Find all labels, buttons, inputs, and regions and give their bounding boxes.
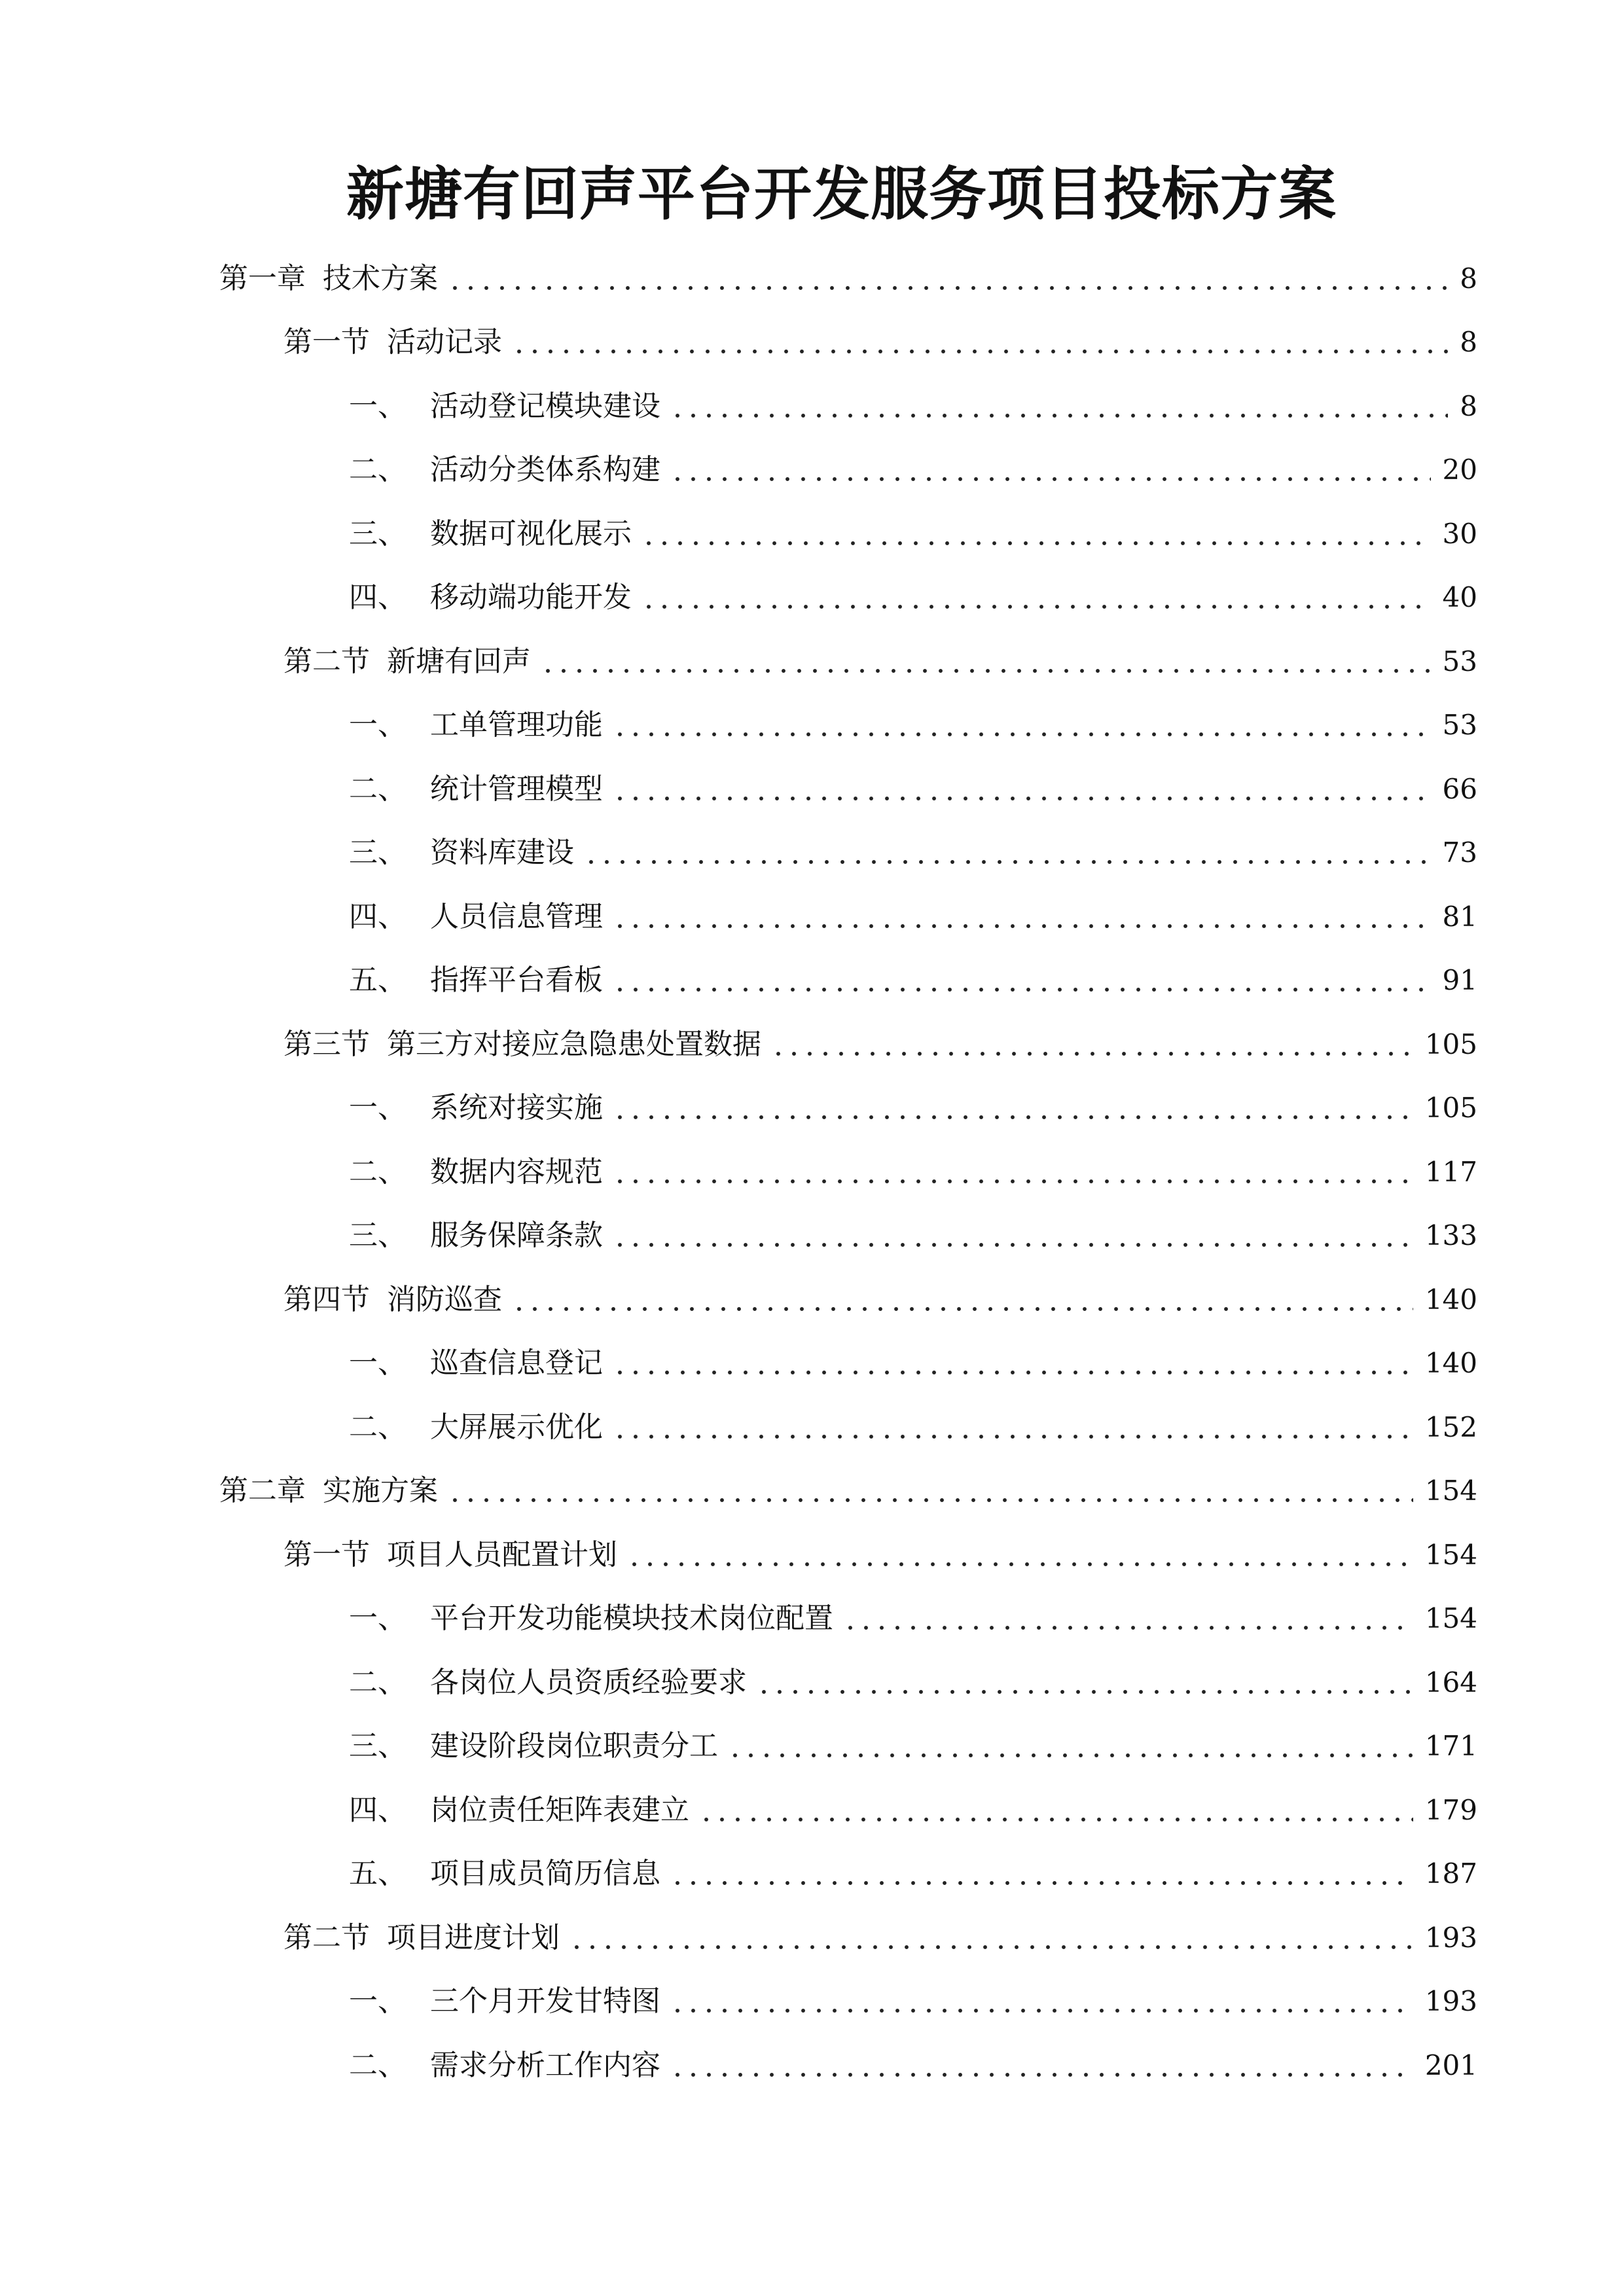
toc-page: 140 <box>1424 1347 1477 1379</box>
toc-title: 技术方案 <box>323 262 438 295</box>
toc-number: 二、 <box>349 453 406 486</box>
toc-entry[interactable] <box>349 380 1477 433</box>
toc-page: 53 <box>1442 645 1477 677</box>
toc-number: 第一章 <box>219 262 306 295</box>
toc-leader <box>842 1592 1413 1645</box>
toc-number: 一、 <box>349 1984 406 2018</box>
toc-page: 30 <box>1442 518 1477 550</box>
toc-leader <box>641 571 1431 624</box>
toc-number: 第四节 <box>283 1283 370 1316</box>
toc-number: 三、 <box>349 1219 406 1252</box>
toc-entry[interactable] <box>219 253 1477 305</box>
toc-page: 73 <box>1442 836 1477 869</box>
toc-entry[interactable] <box>349 699 1477 751</box>
toc-number: 三、 <box>349 517 406 550</box>
toc-entry[interactable] <box>349 1337 1477 1390</box>
toc-number: 第三节 <box>283 1028 370 1061</box>
toc-leader <box>612 763 1431 816</box>
toc-number: 二、 <box>349 1666 406 1699</box>
toc-leader <box>770 1018 1413 1071</box>
toc-leader <box>612 891 1431 943</box>
toc-entry[interactable] <box>349 1146 1477 1198</box>
toc-title: 项目成员简历信息 <box>430 1857 660 1890</box>
toc-number: 五、 <box>349 963 406 997</box>
toc-page: 8 <box>1460 326 1477 358</box>
toc-entry[interactable] <box>283 1912 1477 1964</box>
toc-title: 移动端功能开发 <box>430 581 632 614</box>
toc-number: 二、 <box>349 2049 406 2082</box>
toc-page: 8 <box>1460 390 1477 422</box>
toc-number: 三、 <box>349 836 406 869</box>
toc-entry[interactable] <box>283 316 1477 368</box>
toc-entry[interactable] <box>349 1975 1477 2028</box>
toc-title: 各岗位人员资质经验要求 <box>430 1666 747 1699</box>
toc-number: 四、 <box>349 581 406 614</box>
toc-number: 二、 <box>349 1410 406 1444</box>
toc-leader <box>447 1465 1413 1517</box>
document-title: 新塘有回声平台开发服务项目投标方案 <box>346 160 1337 228</box>
toc-page: 140 <box>1424 1283 1477 1316</box>
toc-title: 工单管理功能 <box>430 708 603 742</box>
toc-title: 项目人员配置计划 <box>387 1538 617 1571</box>
toc-title: 巡查信息登记 <box>430 1346 603 1380</box>
toc-number: 五、 <box>349 1857 406 1890</box>
toc-title: 资料库建设 <box>430 836 574 869</box>
toc-entry[interactable] <box>349 2039 1477 2092</box>
toc-title: 需求分析工作内容 <box>430 2049 660 2082</box>
toc-entry[interactable] <box>283 636 1477 688</box>
toc-page: 133 <box>1424 1219 1477 1251</box>
toc-leader <box>569 1912 1413 1964</box>
toc-number: 第二章 <box>219 1474 306 1507</box>
toc-title: 服务保障条款 <box>430 1219 603 1252</box>
toc-page: 66 <box>1442 773 1477 805</box>
toc-entry[interactable] <box>349 444 1477 496</box>
toc-title: 数据内容规范 <box>430 1155 603 1189</box>
toc-page: 154 <box>1424 1475 1477 1507</box>
toc-entry[interactable] <box>349 508 1477 560</box>
toc-leader <box>670 380 1448 433</box>
toc-page: 193 <box>1424 1985 1477 2017</box>
toc-title: 三个月开发甘特图 <box>430 1984 660 2018</box>
toc-page: 81 <box>1442 901 1477 933</box>
toc-entry[interactable] <box>349 571 1477 624</box>
toc-page: 154 <box>1424 1602 1477 1634</box>
toc-leader <box>511 316 1448 368</box>
toc-number: 第一节 <box>283 1538 370 1571</box>
toc-page: 8 <box>1460 262 1477 295</box>
toc-page: 154 <box>1424 1539 1477 1571</box>
toc-title: 大屏展示优化 <box>430 1410 603 1444</box>
toc-entry[interactable] <box>349 891 1477 943</box>
toc-page: 20 <box>1442 454 1477 486</box>
toc-number: 第二节 <box>283 645 370 678</box>
toc-leader <box>612 1082 1413 1134</box>
toc-page: 171 <box>1424 1730 1477 1762</box>
toc-leader <box>670 2039 1413 2092</box>
toc-entry[interactable] <box>349 1784 1477 1837</box>
toc-title: 数据可视化展示 <box>430 517 632 550</box>
toc-entry[interactable] <box>349 1720 1477 1772</box>
toc-title: 消防巡查 <box>387 1283 502 1316</box>
toc-title: 建设阶段岗位职责分工 <box>430 1729 718 1763</box>
toc-leader <box>612 1210 1413 1262</box>
toc-leader <box>612 954 1431 1007</box>
toc-number: 二、 <box>349 772 406 806</box>
toc-entry[interactable] <box>349 1592 1477 1645</box>
toc-entry[interactable] <box>349 1848 1477 1900</box>
toc-title: 指挥平台看板 <box>430 963 603 997</box>
toc-leader <box>612 1401 1413 1454</box>
toc-number: 四、 <box>349 1793 406 1827</box>
toc-number: 第一节 <box>283 325 370 359</box>
toc-title: 第三方对接应急隐患处置数据 <box>387 1028 761 1061</box>
toc-number: 三、 <box>349 1729 406 1763</box>
toc-number: 二、 <box>349 1155 406 1189</box>
toc-leader <box>626 1529 1413 1581</box>
toc-number: 一、 <box>349 389 406 423</box>
toc-entry[interactable] <box>283 1018 1477 1071</box>
toc-leader <box>641 508 1431 560</box>
toc-number: 一、 <box>349 1602 406 1635</box>
toc-number: 第二节 <box>283 1921 370 1954</box>
toc-leader <box>540 636 1431 688</box>
toc-entry[interactable] <box>349 763 1477 816</box>
toc-page: 53 <box>1442 709 1477 741</box>
toc-page: 179 <box>1424 1794 1477 1826</box>
toc-number: 一、 <box>349 1346 406 1380</box>
toc-number: 四、 <box>349 900 406 933</box>
toc-entry[interactable] <box>349 827 1477 879</box>
toc-page: 40 <box>1442 581 1477 613</box>
toc-leader <box>698 1784 1413 1837</box>
toc-title: 系统对接实施 <box>430 1091 603 1124</box>
toc-entry[interactable] <box>219 1465 1477 1517</box>
toc-leader <box>612 699 1431 751</box>
toc-leader <box>670 1848 1413 1900</box>
toc-entry[interactable] <box>349 1210 1477 1262</box>
toc-title: 平台开发功能模块技术岗位配置 <box>430 1602 833 1635</box>
toc-page: 164 <box>1424 1666 1477 1698</box>
toc-entry[interactable] <box>283 1529 1477 1581</box>
toc-entry[interactable] <box>349 1657 1477 1709</box>
toc-entry[interactable] <box>349 1082 1477 1134</box>
toc-leader <box>756 1657 1413 1709</box>
toc-page: 187 <box>1424 1857 1477 1890</box>
toc-leader <box>670 1975 1413 2028</box>
toc-title: 活动记录 <box>387 325 502 359</box>
toc-title: 统计管理模型 <box>430 772 603 806</box>
toc-page: 201 <box>1424 2049 1477 2081</box>
toc-page: 105 <box>1424 1092 1477 1124</box>
toc-title: 实施方案 <box>323 1474 438 1507</box>
toc-title: 活动分类体系构建 <box>430 453 660 486</box>
toc-title: 人员信息管理 <box>430 900 603 933</box>
toc-entry[interactable] <box>349 954 1477 1007</box>
toc-leader <box>670 444 1431 496</box>
toc-number: 一、 <box>349 708 406 742</box>
toc-leader <box>447 253 1448 305</box>
toc-title: 项目进度计划 <box>387 1921 560 1954</box>
toc-leader <box>727 1720 1413 1772</box>
toc-leader <box>612 1337 1413 1390</box>
toc-page: 117 <box>1424 1156 1477 1188</box>
toc-entry[interactable] <box>349 1401 1477 1454</box>
toc-page: 91 <box>1442 964 1477 996</box>
toc-title: 新塘有回声 <box>387 645 531 678</box>
toc-page: 105 <box>1424 1028 1477 1060</box>
toc-title: 岗位责任矩阵表建立 <box>430 1793 689 1827</box>
toc-number: 一、 <box>349 1091 406 1124</box>
toc-leader <box>583 827 1431 879</box>
toc-page: 152 <box>1424 1411 1477 1443</box>
toc-entry[interactable] <box>283 1274 1477 1326</box>
toc-leader <box>612 1146 1413 1198</box>
toc-title: 活动登记模块建设 <box>430 389 660 423</box>
toc-page: 193 <box>1424 1922 1477 1954</box>
toc-leader <box>511 1274 1413 1326</box>
